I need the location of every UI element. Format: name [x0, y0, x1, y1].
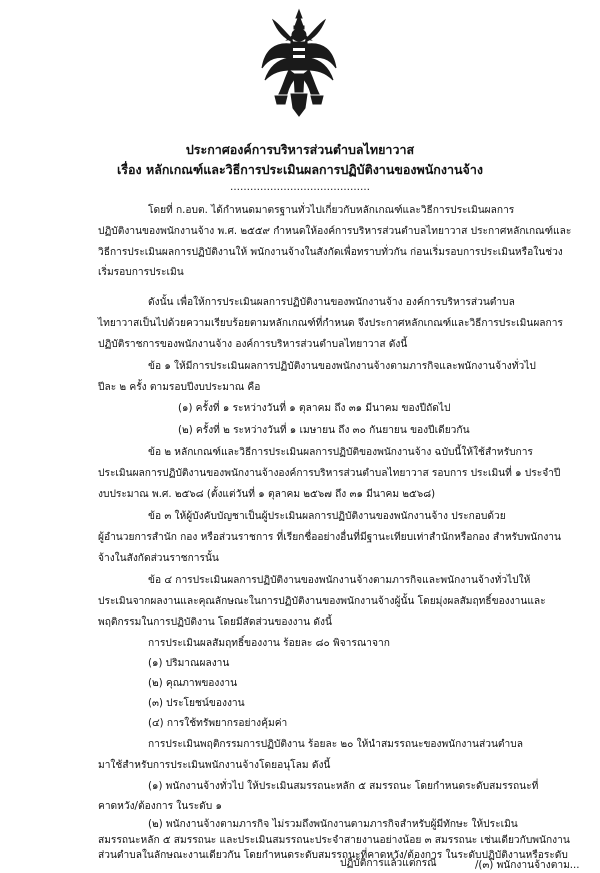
body-line: ข้อ ๔ การประเมินผลการปฏิบัติงานของพนักงานจ้างตามภารกิจและพนักงานจ้างทั่วไปให้ — [148, 575, 531, 586]
body-line: ปฏิบัติการแล้วแต่กรณี — [340, 858, 437, 869]
body-line: การประเมินผลสัมฤทธิ์ของงาน ร้อยละ ๘๐ พิจารณาจาก — [148, 638, 390, 649]
body-line: พฤติกรรมในการปฏิบัติงาน โดยมีสัดส่วนของงาน ดังนี้ — [98, 617, 332, 628]
announcement-subject: เรื่อง หลักเกณฑ์และวิธีการประเมินผลการปฏิบัติงานของพนักงานจ้าง — [117, 162, 483, 177]
body-line: (๑) ครั้งที่ ๑ ระหว่างวันที่ ๑ ตุลาคม ถึง ๓๑ มีนาคม ของปีถัดไป — [178, 403, 451, 414]
body-line: โดยที่ ก.อบต. ได้กำหนดมาตรฐานทั่วไปเกี่ยวกับหลักเกณฑ์และวิธีการประเมินผลการ — [148, 205, 515, 216]
body-line: ประเมินจากผลงานและคุณลักษณะในการปฏิบัติงานของพนักงานจ้างผู้นั้น โดยมุ่งผลสัมฤทธิ์ของงานและ — [98, 596, 546, 607]
body-line: ปฏิบัติราชการของพนักงานจ้าง องค์การบริหารส่วนตำบลไทยาวาส ดังนี้ — [98, 339, 408, 350]
body-line: ข้อ ๑ ให้มีการประเมินผลการปฏิบัติงานของพนักงานจ้างตามภารกิจและพนักงานจ้างทั่วไป — [148, 361, 536, 372]
body-line: สมรรถนะหลัก ๕ สมรรถนะ และประเมินสมรรถนะประจำสายงานอย่างน้อย ๓ สมรรถนะ เช่นเดียวกับพนักงาน — [98, 835, 570, 846]
body-line: วิธีการประเมินผลการปฏิบัติงานให้ พนักงานจ้างในสังกัดเพื่อทราบทั่วกัน ก่อนเริ่มรอบการประเมินหรือในช่วง — [98, 247, 563, 258]
body-line: จ้างในสังกัดส่วนราชการนั้น — [98, 553, 219, 564]
body-line: คาดหวัง/ต้องการ ในระดับ ๑ — [98, 801, 222, 812]
list-item: (๑) ปริมาณผลงาน — [148, 658, 230, 669]
body-line: ดังนั้น เพื่อให้การประเมินผลการปฏิบัติงานของพนักงานจ้าง องค์การบริหารส่วนตำบล — [148, 297, 515, 308]
body-line: ไทยาวาสเป็นไปด้วยความเรียบร้อยตามหลักเกณฑ์ที่กำหนด จึงประกาศหลักเกณฑ์และวิธีการประเมินผลการ — [98, 318, 563, 329]
title-separator: …………………………………… — [230, 182, 370, 193]
body-line: ผู้อำนวยการสำนัก กอง หรือส่วนราชการ ที่เรียกชื่ออย่างอื่นที่มีฐานะเทียบเท่าสำนักหรือกอง สำหรับพนักงาน — [98, 532, 561, 543]
body-line: ปฏิบัติงานของพนักงานจ้าง พ.ศ. ๒๕๕๙ กำหนดให้องค์การบริหารส่วนตำบลไทยาวาส ประกาศหลักเกณฑ์และ — [98, 226, 572, 237]
list-item: (๔) การใช้ทรัพยากรอย่างคุ้มค่า — [148, 718, 288, 729]
body-line: มาใช้สำหรับการประเมินพนักงานจ้างโดยอนุโลม ดังนี้ — [98, 760, 331, 771]
page-continuation: /(๓) พนักงานจ้างตาม... — [475, 860, 580, 871]
body-line: (๒) ครั้งที่ ๒ ระหว่างวันที่ ๑ เมษายน ถึง ๓๐ กันยายน ของปีเดียวกัน — [178, 425, 470, 436]
body-line: การประเมินพฤติกรรมการปฏิบัติงาน ร้อยละ ๒๐ ให้นำสมรรถนะของพนักงานส่วนตำบล — [148, 739, 523, 750]
body-line: ปีละ ๒ ครั้ง ตามรอบปีงบประมาณ คือ — [98, 382, 261, 393]
body-line: ข้อ ๒ หลักเกณฑ์และวิธีการประเมินผลการปฏิบัติของพนักงานจ้าง ฉบับนี้ให้ใช้สำหรับการ — [148, 447, 533, 458]
body-line: เริ่มรอบการประเมิน — [98, 267, 184, 278]
body-line: (๒) พนักงานจ้างตามภารกิจ ไม่รวมถึงพนักงานตามภารกิจสำหรับผู้มีทักษะ ให้ประเมิน — [148, 819, 518, 830]
garuda-emblem-icon — [261, 8, 337, 118]
body-line: ส่วนตำบลในลักษณะงานเดียวกัน โดยกำหนดระดับสมรรถนะที่คาดหวัง/ต้องการ ในระดับปฏิบัติงานหรือระดับ — [98, 850, 568, 861]
body-line: ข้อ ๓ ให้ผู้บังคับบัญชาเป็นผู้ประเมินผลการปฏิบัติงานของพนักงานจ้าง ประกอบด้วย — [148, 511, 506, 522]
list-item: (๒) คุณภาพของงาน — [148, 678, 238, 689]
list-item: (๓) ประโยชน์ของงาน — [148, 698, 245, 709]
body-line: งบประมาณ พ.ศ. ๒๕๖๘ (ตั้งแต่วันที่ ๑ ตุลาคม ๒๕๖๗ ถึง ๓๑ มีนาคม ๒๕๖๘) — [98, 489, 436, 500]
body-line: ประเมินผลการปฏิบัติงานของพนักงานจ้างองค์การบริหารส่วนตำบลไทยาวาส รอบการ ประเมินที่ ๑ ประจำปี — [98, 468, 561, 479]
body-line: (๑) พนักงานจ้างทั่วไป ให้ประเมินสมรรถนะหลัก ๕ สมรรถนะ โดยกำหนดระดับสมรรถนะที่ — [148, 781, 539, 792]
announcement-title: ประกาศองค์การบริหารส่วนตำบลไทยาวาส — [185, 142, 415, 157]
